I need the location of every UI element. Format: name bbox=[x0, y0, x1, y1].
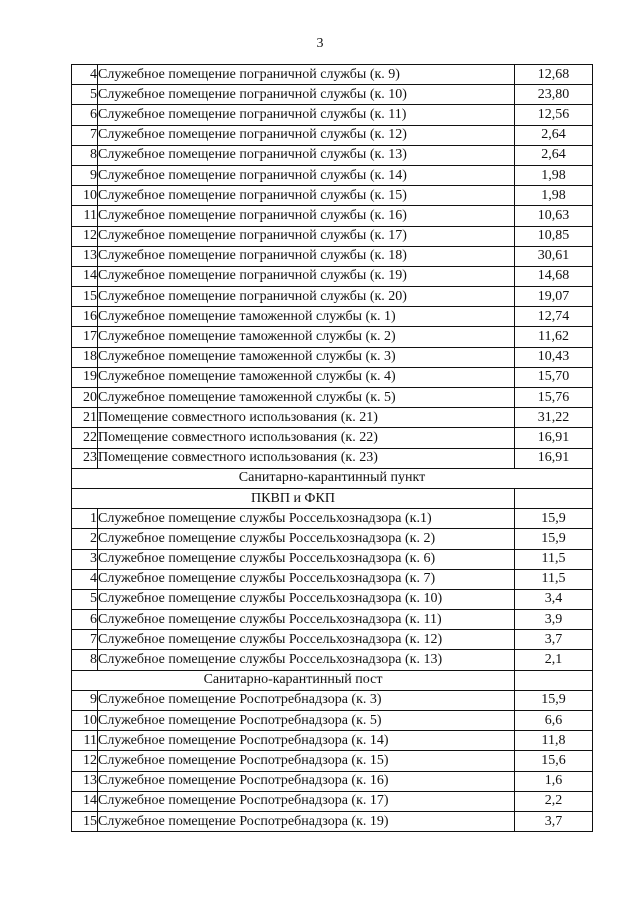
room-area: 3,7 bbox=[515, 811, 593, 831]
section-heading-sanitary-point: Санитарно-карантинный пункт bbox=[72, 468, 593, 488]
row-number: 10 bbox=[72, 186, 98, 206]
row-number: 10 bbox=[72, 711, 98, 731]
row-number: 1 bbox=[72, 509, 98, 529]
table-row bbox=[72, 246, 593, 266]
row-number: 9 bbox=[72, 690, 98, 710]
room-area: 2,64 bbox=[515, 145, 593, 165]
room-area: 15,9 bbox=[515, 529, 593, 549]
table-row bbox=[72, 711, 593, 731]
room-description: Служебное помещение таможенной службы (к. 5) bbox=[98, 388, 515, 408]
room-area: 11,5 bbox=[515, 549, 593, 569]
room-description: Помещение совместного использования (к. 22) bbox=[98, 428, 515, 448]
room-area: 10,63 bbox=[515, 206, 593, 226]
room-area: 31,22 bbox=[515, 408, 593, 428]
room-description: Служебное помещение Роспотребнадзора (к. 17) bbox=[98, 791, 515, 811]
room-description: Служебное помещение пограничной службы (к. 17) bbox=[98, 226, 515, 246]
table-row bbox=[72, 751, 593, 771]
room-description: Служебное помещение таможенной службы (к. 1) bbox=[98, 307, 515, 327]
row-number: 12 bbox=[72, 226, 98, 246]
row-number: 7 bbox=[72, 125, 98, 145]
room-area: 3,9 bbox=[515, 610, 593, 630]
row-number: 2 bbox=[72, 529, 98, 549]
table-row bbox=[72, 610, 593, 630]
section-row bbox=[72, 488, 593, 508]
row-number: 14 bbox=[72, 791, 98, 811]
row-number: 12 bbox=[72, 751, 98, 771]
room-description: Служебное помещение Роспотребнадзора (к. 3) bbox=[98, 690, 515, 710]
room-description: Помещение совместного использования (к. 23) bbox=[98, 448, 515, 468]
table-row bbox=[72, 145, 593, 165]
room-area: 15,6 bbox=[515, 751, 593, 771]
table-row bbox=[72, 650, 593, 670]
row-number: 6 bbox=[72, 610, 98, 630]
row-number: 23 bbox=[72, 448, 98, 468]
room-area: 12,68 bbox=[515, 65, 593, 85]
room-description: Служебное помещение пограничной службы (к. 10) bbox=[98, 85, 515, 105]
room-area: 3,4 bbox=[515, 589, 593, 609]
room-description: Служебное помещение таможенной службы (к. 4) bbox=[98, 367, 515, 387]
row-number: 17 bbox=[72, 327, 98, 347]
room-description: Служебное помещение службы Россельхознадзора (к. 2) bbox=[98, 529, 515, 549]
table-row bbox=[72, 367, 593, 387]
room-description: Служебное помещение Роспотребнадзора (к. 19) bbox=[98, 811, 515, 831]
table-row bbox=[72, 186, 593, 206]
room-description: Служебное помещение службы Россельхознадзора (к. 12) bbox=[98, 630, 515, 650]
section-heading-sanitary-post: Санитарно-карантинный пост bbox=[72, 670, 515, 690]
row-number: 15 bbox=[72, 287, 98, 307]
table-row bbox=[72, 307, 593, 327]
row-number: 13 bbox=[72, 246, 98, 266]
room-description: Служебное помещение пограничной службы (к. 19) bbox=[98, 266, 515, 286]
table-row bbox=[72, 287, 593, 307]
row-number: 9 bbox=[72, 165, 98, 185]
table-row bbox=[72, 428, 593, 448]
room-description: Служебное помещение службы Россельхознадзора (к. 6) bbox=[98, 549, 515, 569]
row-number: 11 bbox=[72, 731, 98, 751]
table-row bbox=[72, 448, 593, 468]
section-row bbox=[72, 670, 593, 690]
table-row bbox=[72, 569, 593, 589]
table-row bbox=[72, 509, 593, 529]
room-area: 19,07 bbox=[515, 287, 593, 307]
room-area: 1,98 bbox=[515, 165, 593, 185]
table-row bbox=[72, 388, 593, 408]
section-heading-pkvp: ПКВП и ФКП bbox=[72, 488, 515, 508]
room-area: 10,85 bbox=[515, 226, 593, 246]
room-area: 3,7 bbox=[515, 630, 593, 650]
table-row bbox=[72, 165, 593, 185]
room-area: 15,9 bbox=[515, 690, 593, 710]
table-row bbox=[72, 408, 593, 428]
row-number: 5 bbox=[72, 85, 98, 105]
row-number: 13 bbox=[72, 771, 98, 791]
room-description: Служебное помещение таможенной службы (к. 2) bbox=[98, 327, 515, 347]
row-number: 8 bbox=[72, 145, 98, 165]
room-description: Служебное помещение Роспотребнадзора (к. 15) bbox=[98, 751, 515, 771]
room-area: 14,68 bbox=[515, 266, 593, 286]
room-description: Служебное помещение Роспотребнадзора (к. 16) bbox=[98, 771, 515, 791]
row-number: 8 bbox=[72, 650, 98, 670]
empty-cell bbox=[515, 670, 593, 690]
room-description: Служебное помещение Роспотребнадзора (к. 14) bbox=[98, 731, 515, 751]
room-area: 16,91 bbox=[515, 448, 593, 468]
room-area: 6,6 bbox=[515, 711, 593, 731]
room-description: Служебное помещение пограничной службы (к. 12) bbox=[98, 125, 515, 145]
room-description: Служебное помещение пограничной службы (к. 15) bbox=[98, 186, 515, 206]
room-area: 15,9 bbox=[515, 509, 593, 529]
room-area: 16,91 bbox=[515, 428, 593, 448]
row-number: 4 bbox=[72, 569, 98, 589]
row-number: 16 bbox=[72, 307, 98, 327]
room-area: 15,70 bbox=[515, 367, 593, 387]
room-description: Служебное помещение пограничной службы (к. 14) bbox=[98, 165, 515, 185]
rooms-table-body bbox=[72, 65, 593, 832]
row-number: 14 bbox=[72, 266, 98, 286]
room-area: 11,8 bbox=[515, 731, 593, 751]
room-description: Служебное помещение пограничной службы (к. 11) bbox=[98, 105, 515, 125]
room-description: Служебное помещение Роспотребнадзора (к. 5) bbox=[98, 711, 515, 731]
room-description: Служебное помещение службы Россельхознадзора (к. 13) bbox=[98, 650, 515, 670]
row-number: 3 bbox=[72, 549, 98, 569]
table-row bbox=[72, 206, 593, 226]
table-row bbox=[72, 549, 593, 569]
room-area: 12,74 bbox=[515, 307, 593, 327]
room-area: 12,56 bbox=[515, 105, 593, 125]
table-row bbox=[72, 811, 593, 831]
room-area: 2,1 bbox=[515, 650, 593, 670]
table-row bbox=[72, 630, 593, 650]
room-area: 11,5 bbox=[515, 569, 593, 589]
room-description: Помещение совместного использования (к. 21) bbox=[98, 408, 515, 428]
row-number: 6 bbox=[72, 105, 98, 125]
room-description: Служебное помещение таможенной службы (к. 3) bbox=[98, 347, 515, 367]
room-area: 2,2 bbox=[515, 791, 593, 811]
table-row bbox=[72, 589, 593, 609]
page-number: 3 bbox=[316, 36, 324, 51]
row-number: 5 bbox=[72, 589, 98, 609]
table-row bbox=[72, 85, 593, 105]
table-row bbox=[72, 125, 593, 145]
room-area: 2,64 bbox=[515, 125, 593, 145]
table-row bbox=[72, 690, 593, 710]
room-area: 11,62 bbox=[515, 327, 593, 347]
row-number: 19 bbox=[72, 367, 98, 387]
room-area: 1,98 bbox=[515, 186, 593, 206]
rooms-table bbox=[71, 64, 593, 832]
room-area: 30,61 bbox=[515, 246, 593, 266]
room-description: Служебное помещение пограничной службы (к. 9) bbox=[98, 65, 515, 85]
empty-cell bbox=[515, 488, 593, 508]
row-number: 11 bbox=[72, 206, 98, 226]
table-row bbox=[72, 105, 593, 125]
table-row bbox=[72, 771, 593, 791]
table-row bbox=[72, 731, 593, 751]
table-row bbox=[72, 347, 593, 367]
room-area: 15,76 bbox=[515, 388, 593, 408]
room-description: Служебное помещение службы Россельхознадзора (к. 11) bbox=[98, 610, 515, 630]
room-description: Служебное помещение службы Россельхознадзора (к. 10) bbox=[98, 589, 515, 609]
room-area: 23,80 bbox=[515, 85, 593, 105]
room-description: Служебное помещение пограничной службы (к. 13) bbox=[98, 145, 515, 165]
table-row bbox=[72, 226, 593, 246]
room-description: Служебное помещение службы Россельхознадзора (к. 7) bbox=[98, 569, 515, 589]
room-description: Служебное помещение службы Россельхознадзора (к.1) bbox=[98, 509, 515, 529]
row-number: 22 bbox=[72, 428, 98, 448]
row-number: 7 bbox=[72, 630, 98, 650]
table-row bbox=[72, 529, 593, 549]
row-number: 20 bbox=[72, 388, 98, 408]
section-row bbox=[72, 468, 593, 488]
row-number: 21 bbox=[72, 408, 98, 428]
row-number: 4 bbox=[72, 65, 98, 85]
row-number: 18 bbox=[72, 347, 98, 367]
room-description: Служебное помещение пограничной службы (к. 20) bbox=[98, 287, 515, 307]
table-row bbox=[72, 266, 593, 286]
table-row bbox=[72, 65, 593, 85]
table-row bbox=[72, 327, 593, 347]
row-number: 15 bbox=[72, 811, 98, 831]
table-row bbox=[72, 791, 593, 811]
room-area: 10,43 bbox=[515, 347, 593, 367]
room-description: Служебное помещение пограничной службы (к. 16) bbox=[98, 206, 515, 226]
room-area: 1,6 bbox=[515, 771, 593, 791]
room-description: Служебное помещение пограничной службы (к. 18) bbox=[98, 246, 515, 266]
